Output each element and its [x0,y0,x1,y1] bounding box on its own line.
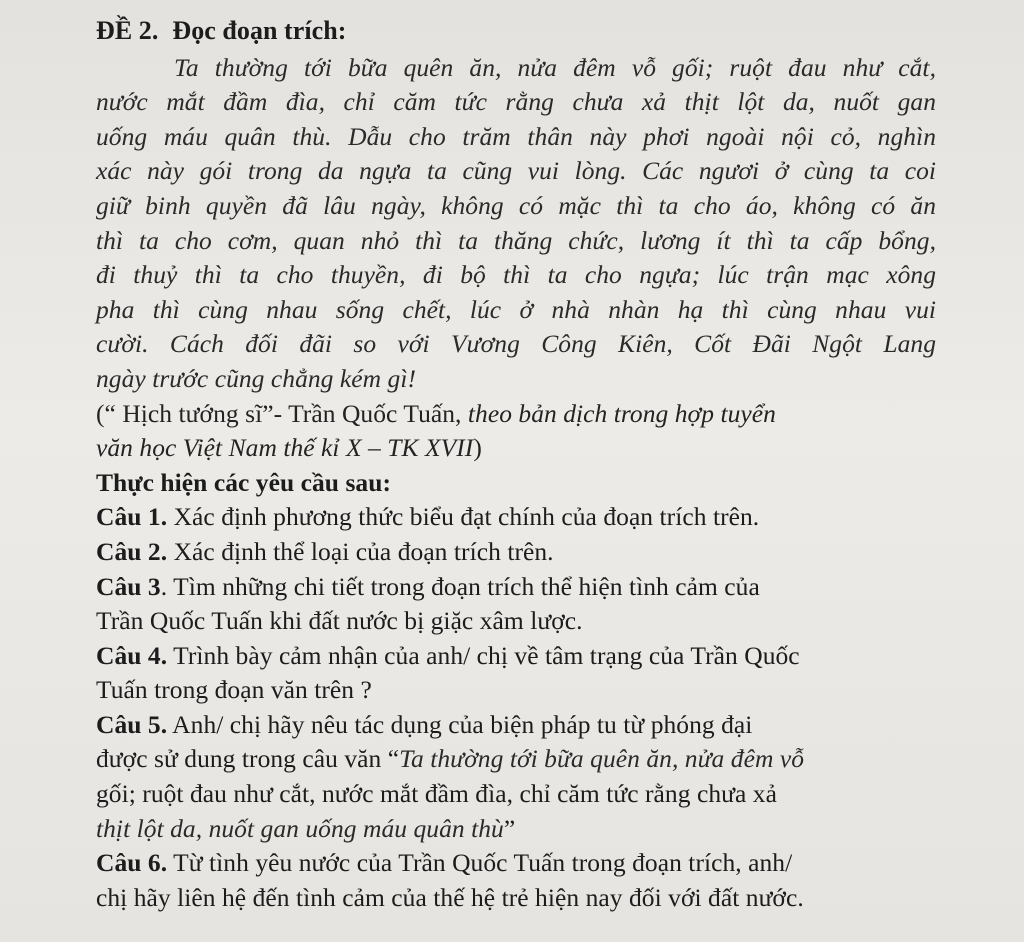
excerpt-line: ngày trước cũng chẳng kém gì! [96,363,417,393]
excerpt-line: pha thì cùng nhau sống chết, lúc ở nhà nhàn hạ thì cùng nhau vui [96,294,936,324]
question-label: Câu 5. [96,709,168,739]
quoted-sentence: gối; ruột đau như cắt, nước mắt đầm đìa, chỉ căm tức rằng chưa xả [96,779,777,809]
citation-close: ) [473,433,482,463]
question-3 [96,570,936,639]
instruction-heading: Thực hiện các yêu cầu sau: [96,467,391,497]
quoted-sentence: Ta thường tới bữa quên ăn, nửa đêm vỗ [399,744,805,774]
question-2 [96,535,936,570]
exercise-heading-text: Đọc đoạn trích: [172,16,347,45]
citation [96,397,936,466]
excerpt-line: Ta thường tới bữa quên ăn, nửa đêm vỗ gối; ruột đau như cắt, [174,52,936,82]
citation-source: (“ Hịch tướng sĩ”- Trần Quốc Tuấn, [96,398,468,428]
question-4 [96,639,936,708]
question-text: Trần Quốc Tuấn khi đất nước bị giặc xâm lược. [96,606,583,636]
excerpt-line: đi thuỷ thì ta cho thuyền, đi bộ thì ta cho ngựa; lúc trận mạc xông [96,260,936,290]
question-list [96,500,936,915]
question-text: Xác định thể loại của đoạn trích trên. [167,536,554,566]
quoted-sentence: thịt lột da, nuốt gan uống máu quân thù [96,813,504,843]
question-text: Tuấn trong đoạn văn trên ? [96,675,372,705]
question-text: Trình bày cảm nhận của anh/ chị về tâm trạng của Trần Quốc [167,640,800,670]
citation-line [96,431,936,466]
excerpt-line: nước mắt đầm đìa, chỉ căm tức rằng chưa xả thịt lột da, nuốt gan [96,87,936,117]
question-label: Câu 3 [96,571,161,601]
excerpt-line: thì ta cho cơm, quan nhỏ thì ta thăng chức, lương ít thì ta cấp bổng, [96,225,936,255]
citation-translation-note: theo bản dịch trong hợp tuyển [467,398,776,428]
question-label: Câu 4. [96,640,168,670]
question-1 [96,500,936,535]
exercise-heading [96,14,936,49]
question-label: Câu 2. [96,536,168,566]
question-text: Xác định phương thức biểu đạt chính của đoạn trích trên. [167,502,760,532]
citation-anthology: văn học Việt Nam thế kỉ X – TK XVII [96,433,474,463]
question-label: Câu 1. [96,502,168,532]
question-label: Câu 6. [96,848,168,878]
exercise-number: ĐỀ 2. [96,16,159,45]
question-text: được sử dung trong câu văn “ [96,744,400,774]
excerpt-line: giữ binh quyền đã lâu ngày, không có mặc thì ta cho áo, không có ăn [96,190,936,220]
question-text: Từ tình yêu nước của Trần Quốc Tuấn trong đoạn trích, anh/ [167,848,793,878]
excerpt-line: uống máu quân thù. Dẫu cho trăm thân này phơi ngoài nội cỏ, nghìn [96,121,936,151]
excerpt-line: cười. Cách đối đãi so với Vương Công Kiên, Cốt Đãi Ngột Lang [96,329,936,359]
excerpt-line: xác này gói trong da ngựa ta cũng vui lòng. Các ngươi ở cùng ta coi [96,156,936,186]
citation-line [96,397,936,432]
question-text: chị hãy liên hệ đến tình cảm của thế hệ trẻ hiện nay đối với đất nước. [96,882,804,912]
question-text: . Tìm những chi tiết trong đoạn trích thể hiện tình cảm của [160,571,760,601]
excerpt-passage [96,51,936,397]
question-6 [96,846,936,915]
question-5 [96,708,936,846]
quote-close: ” [503,813,516,843]
question-text: Anh/ chị hãy nêu tác dụng của biện pháp tu từ phóng đại [167,709,753,739]
